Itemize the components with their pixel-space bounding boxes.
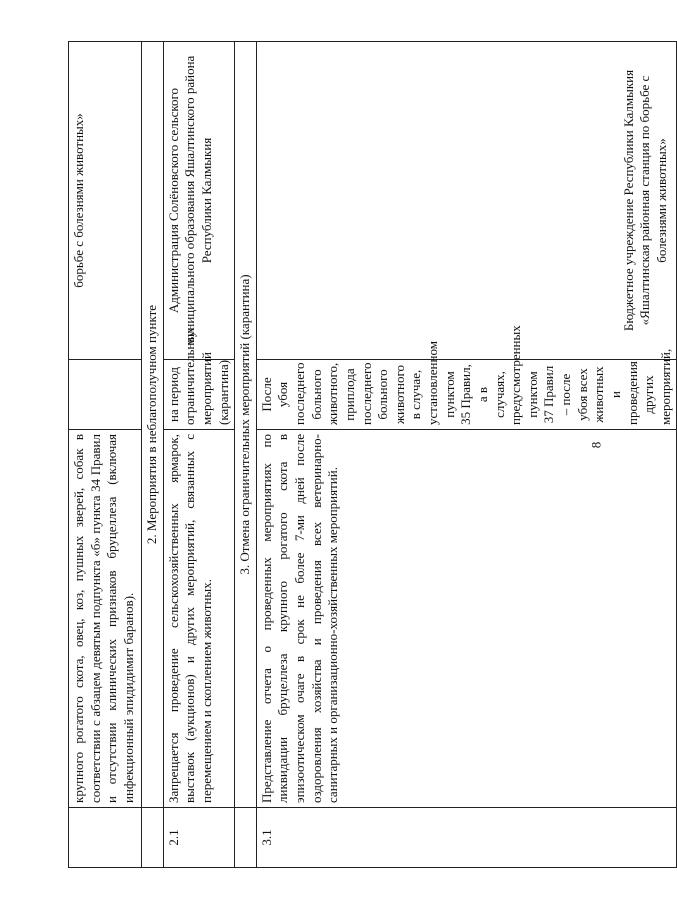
measures-table — [68, 41, 677, 868]
section-number-cell — [235, 808, 257, 868]
table-row — [163, 42, 235, 868]
section-2-title: 2. Мероприятия в неблагополучном пункте — [142, 42, 164, 808]
section-header-row — [142, 42, 164, 868]
section-header-row — [235, 42, 257, 868]
executor-cell: борьбе с болезнями животных» — [69, 42, 142, 360]
period-cell — [69, 360, 142, 430]
section-number-cell — [142, 808, 164, 868]
period-cell: После убоя последнего больного животного, приплода последнего больного животного в случае, установленном пунктом 35 Правил, а в случаях, предусмотренных пунктом 37 Правил – после убоя всех животных и проведения других мероприятий, — [256, 360, 677, 430]
section-3-title: 3. Отмена ограничительных мероприятий (карантина) — [235, 42, 257, 808]
executor-cell: Бюджетное учреждение Республики Калмыкия «Яшалтинская районная станция по борьбе с болезнями животных» — [256, 42, 677, 360]
executor-cell: Администрация Солёновского сельского муниципального образования Яшалтинского района Республики Калмыкия — [163, 42, 235, 360]
table-row — [256, 42, 677, 868]
measure-text: Запрещается проведение сельскохозяйственных ярмарок, выставок (аукционов) и других мероприятий, связанных с перемещением и скоплением животных. — [163, 430, 235, 808]
page-number: 8 — [588, 441, 604, 449]
measure-text: крупного рогатого скота, овец, коз, пушных зверей, собак в соответствии с абзацем девятым подпункта «б» пункта 34 Правил и отсутствии клинических признаков бруцеллеза (включая инфекционный эпидидимит баранов). — [69, 430, 142, 808]
row-number: 3.1 — [256, 808, 677, 868]
table-row — [69, 42, 142, 868]
measure-text: Представление отчета о проведенных мероприятиях по ликвидации бруцеллеза крупного рогатого скота в эпизоотическом очаге в срок не более 7-ми дней после оздоровления хозяйства и проведения всех ветеринарно-санитарных и организационно-хозяйственных мероприятий. — [256, 430, 677, 808]
period-cell: на период ограничительных мероприятий (карантина) — [163, 360, 235, 430]
row-number: 2.1 — [163, 808, 235, 868]
row-number — [69, 808, 142, 868]
rotated-page-content — [68, 42, 673, 868]
